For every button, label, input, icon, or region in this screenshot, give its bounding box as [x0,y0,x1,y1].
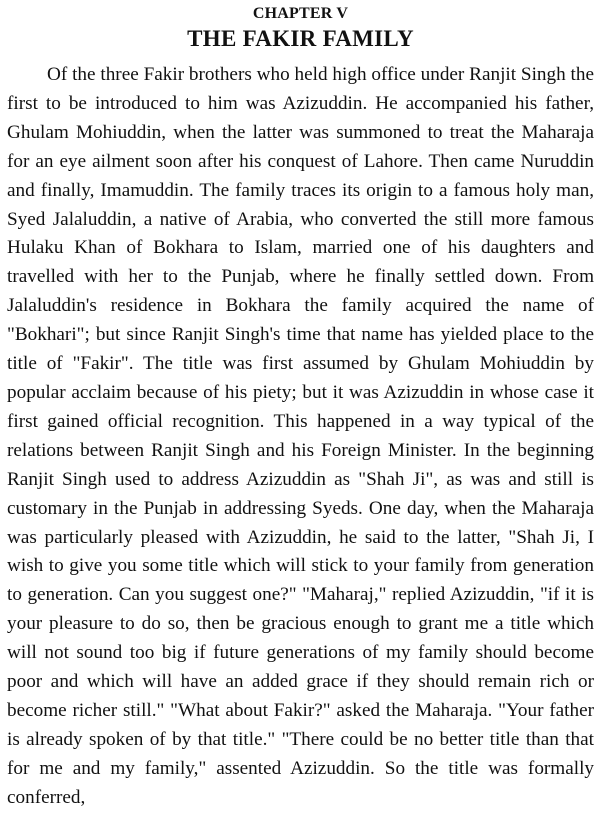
body-paragraph: Of the three Fakir brothers who held high office under Ranjit Singh the first to be introduced to him was Azizuddin. He accompanied his father, Ghulam Mohiuddin, when the latter was summoned to treat the Maharaja for an eye ailment soon after his conquest of Lahore. Then came Nuruddin and finally, Imamuddin. The family traces its origin to a famous holy man, Syed Jalaluddin, a native of Arabia, who converted the still more famous Hulaku Khan of Bokhara to Islam, married one of his daughters and travelled with her to the Punjab, where he finally settled down. From Jalaluddin's residence in Bokhara the family acquired the name of "Bokhari"; but since Ranjit Singh's time that name has yielded place to the title of "Fakir". The title was first assumed by Ghulam Mohiuddin by popular acclaim because of his piety; but it was Azizuddin in whose case it first gained official recognition. This happened in a way typical of the relations between Ranjit Singh and his Foreign Minister. In the beginning Ranjit Singh used to address Azizuddin as "Shah Ji", as was and still is customary in the Punjab in addressing Syeds. One day, when the Maharaja was particularly pleased with Azizuddin, he said to the latter, "Shah Ji, I wish to give you some title which will stick to your family from generation to generation. Can you suggest one?" "Maharaj," replied Azizuddin, "if it is your pleasure to do so, then be gracious enough to grant me a title which will not sound too big if future generations of my family should become poor and which will have an added grace if they should remain rich or become richer still." "What about Fakir?" asked the Maharaja. "Your father is already spoken of by that title." "There could be no better title than that for me and my family," assented Azizuddin. So the title was formally conferred, [7,64,594,808]
chapter-title: THE FAKIR FAMILY [187,26,414,51]
chapter-number: CHAPTER V [252,5,349,22]
